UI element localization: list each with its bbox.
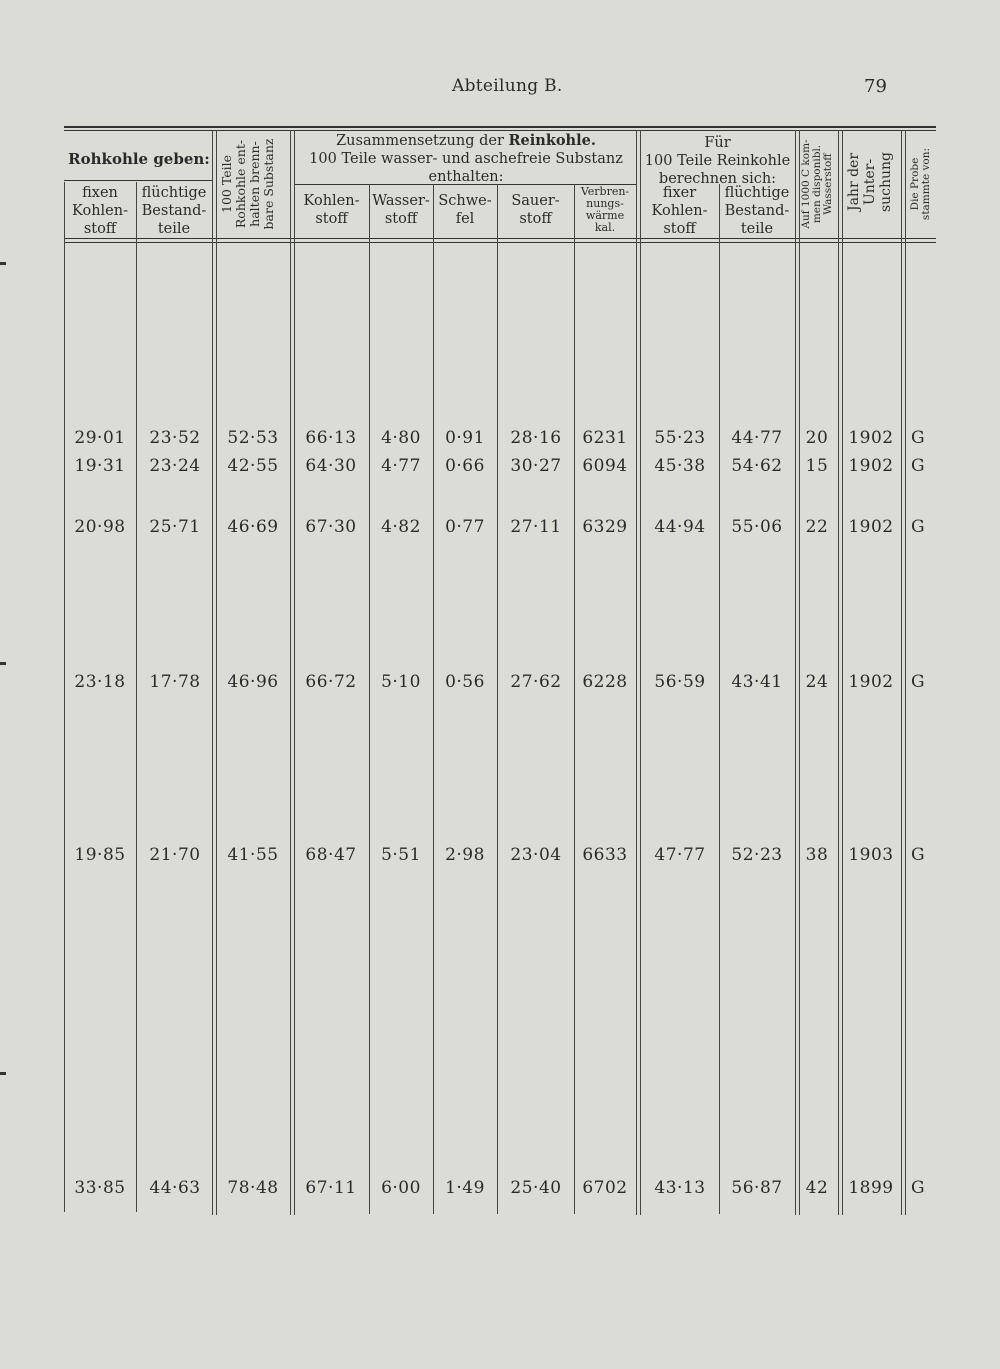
fixen-kohlenstoff-cell: 23·18 (74, 672, 126, 692)
edge-mark (0, 662, 6, 665)
kohlenstoff-cell: 64·30 (305, 456, 357, 476)
fixer-kohlenstoff-header: fixer Kohlen- stoff (651, 185, 708, 237)
disponibler-wasserstoff-cell: 24 (805, 672, 829, 692)
section-title: Abteilung B. (452, 76, 563, 96)
fuer-reinkohle-header: Für 100 Teile Reinkohle berechnen sich: (644, 135, 791, 187)
verbrennungswaerme-cell: 6094 (582, 456, 628, 476)
rohkohle-group-rule (64, 180, 212, 181)
disponibler-wasserstoff-cell: 15 (805, 456, 829, 476)
fixer-kohlenstoff-cell: 55·23 (654, 428, 706, 448)
kohlenstoff-header: Kohlen- stoff (303, 193, 360, 227)
probe-cell: G (910, 428, 926, 448)
wasserstoff-cell: 4·77 (381, 456, 421, 476)
wasserstoff-cell: 4·82 (381, 517, 421, 537)
fixen-kohlenstoff-cell: 33·85 (74, 1178, 126, 1198)
fluechtige-bestandteile-2-cell: 56·87 (731, 1178, 783, 1198)
jahr-cell: 1903 (848, 845, 894, 865)
probe-cell: G (910, 456, 926, 476)
table-row (0, 1178, 1000, 1204)
probe-cell: G (910, 517, 926, 537)
fixer-kohlenstoff-cell: 44·94 (654, 517, 706, 537)
sauerstoff-cell: 25·40 (510, 1178, 562, 1198)
col-rule (574, 184, 575, 1214)
fluechtige-bestandteile-cell: 23·52 (149, 428, 201, 448)
fluechtige-bestandteile-2-cell: 55·06 (731, 517, 783, 537)
jahr-cell: 1902 (848, 517, 894, 537)
table-row (0, 428, 1000, 454)
wasserstoff-cell: 5·10 (381, 672, 421, 692)
brennbare-substanz-cell: 46·96 (227, 672, 279, 692)
fixen-kohlenstoff-cell: 19·85 (74, 845, 126, 865)
fixen-kohlenstoff-cell: 29·01 (74, 428, 126, 448)
verbrennungswaerme-cell: 6329 (582, 517, 628, 537)
fluechtige-bestandteile-2-cell: 44·77 (731, 428, 783, 448)
top-rule (64, 126, 936, 128)
fluechtige-bestandteile-cell: 23·24 (149, 456, 201, 476)
disponibler-wasserstoff-cell: 20 (805, 428, 829, 448)
fluechtige-bestandteile-cell: 25·71 (149, 517, 201, 537)
fixer-kohlenstoff-cell: 43·13 (654, 1178, 706, 1198)
edge-mark (0, 262, 6, 265)
top-rule-thin (64, 130, 936, 131)
schwefel-cell: 2·98 (445, 845, 485, 865)
table-row (0, 672, 1000, 698)
jahr-cell: 1902 (848, 672, 894, 692)
schwefel-cell: 0·66 (445, 456, 485, 476)
jahr-cell: 1902 (848, 456, 894, 476)
fixer-kohlenstoff-cell: 56·59 (654, 672, 706, 692)
col-rule (369, 184, 370, 1214)
jahr-cell: 1902 (848, 428, 894, 448)
wasserstoff-cell: 5·51 (381, 845, 421, 865)
fluechtige-bestandteile-cell: 21·70 (149, 845, 201, 865)
sauerstoff-cell: 27·62 (510, 672, 562, 692)
col-rule (719, 184, 720, 1214)
verbrennungswaerme-cell: 6231 (582, 428, 628, 448)
header-rule (64, 238, 936, 239)
wasserstoff-cell: 6·00 (381, 1178, 421, 1198)
verbrennungswaerme-header: Verbren- nungs- wärme kal. (580, 185, 630, 234)
brennbare-substanz-cell: 46·69 (227, 517, 279, 537)
fluechtige-bestandteile-2-header: flüchtige Bestand- teile (724, 185, 790, 237)
edge-mark (0, 1072, 6, 1075)
col-rule (497, 184, 498, 1214)
fluechtige-bestandteile-2-cell: 43·41 (731, 672, 783, 692)
probe-cell: G (910, 845, 926, 865)
sauerstoff-header: Sauer- stoff (511, 193, 560, 227)
kohlenstoff-cell: 67·11 (305, 1178, 357, 1198)
disponibler-wasserstoff-header: Auf 1000 C kom- men disponibl. Wasserstoff (800, 139, 834, 229)
schwefel-cell: 0·56 (445, 672, 485, 692)
table-row (0, 845, 1000, 871)
wasserstoff-header: Wasser- stoff (372, 193, 430, 227)
probe-cell: G (910, 672, 926, 692)
fluechtige-bestandteile-header: flüchtige Bestand- teile (141, 185, 207, 237)
sauerstoff-cell: 28·16 (510, 428, 562, 448)
page-number: 79 (864, 76, 887, 97)
verbrennungswaerme-cell: 6702 (582, 1178, 628, 1198)
sauerstoff-cell: 30·27 (510, 456, 562, 476)
fixer-kohlenstoff-cell: 47·77 (654, 845, 706, 865)
rohkohle-group-header: Rohkohle geben: (68, 150, 210, 168)
schwefel-cell: 1·49 (445, 1178, 485, 1198)
header-rule-2 (64, 242, 936, 243)
brennbare-substanz-cell: 41·55 (227, 845, 279, 865)
brennbare-substanz-cell: 42·55 (227, 456, 279, 476)
table-row (0, 456, 1000, 482)
verbrennungswaerme-cell: 6228 (582, 672, 628, 692)
fluechtige-bestandteile-cell: 17·78 (149, 672, 201, 692)
schwefel-cell: 0·77 (445, 517, 485, 537)
kohlenstoff-cell: 67·30 (305, 517, 357, 537)
brennbare-substanz-cell: 78·48 (227, 1178, 279, 1198)
fixen-kohlenstoff-cell: 19·31 (74, 456, 126, 476)
fixen-kohlenstoff-cell: 20·98 (74, 517, 126, 537)
fixen-kohlenstoff-header: fixen Kohlen- stoff (72, 185, 128, 237)
fixer-kohlenstoff-cell: 45·38 (654, 456, 706, 476)
jahr-cell: 1899 (848, 1178, 894, 1198)
probe-cell: G (910, 1178, 926, 1198)
running-head (0, 76, 1000, 100)
wasserstoff-cell: 4·80 (381, 428, 421, 448)
disponibler-wasserstoff-cell: 42 (805, 1178, 829, 1198)
fluechtige-bestandteile-2-cell: 54·62 (731, 456, 783, 476)
schwefel-cell: 0·91 (445, 428, 485, 448)
schwefel-header: Schwe- fel (438, 193, 492, 227)
kohlenstoff-cell: 68·47 (305, 845, 357, 865)
sauerstoff-cell: 27·11 (510, 517, 562, 537)
fluechtige-bestandteile-2-cell: 52·23 (731, 845, 783, 865)
disponibler-wasserstoff-cell: 22 (805, 517, 829, 537)
brennbare-substanz-cell: 52·53 (227, 428, 279, 448)
brennbare-substanz-header: 100 Teile Rohkohle ent- halten brenn- bare Substanz (219, 138, 276, 230)
kohlenstoff-cell: 66·72 (305, 672, 357, 692)
table-row (0, 517, 1000, 543)
kohlenstoff-cell: 66·13 (305, 428, 357, 448)
disponibler-wasserstoff-cell: 38 (805, 845, 829, 865)
verbrennungswaerme-cell: 6633 (582, 845, 628, 865)
zusammensetzung-header: Zusammensetzung der Reinkohle. 100 Teile wasser- und aschefreie Substanz enthalten: (309, 132, 623, 185)
jahr-header: Jahr der Unter- suchung (846, 151, 894, 213)
fluechtige-bestandteile-cell: 44·63 (149, 1178, 201, 1198)
probe-herkunft-header: Die Probe stammte von: (909, 147, 932, 221)
sauerstoff-cell: 23·04 (510, 845, 562, 865)
col-rule (433, 184, 434, 1214)
